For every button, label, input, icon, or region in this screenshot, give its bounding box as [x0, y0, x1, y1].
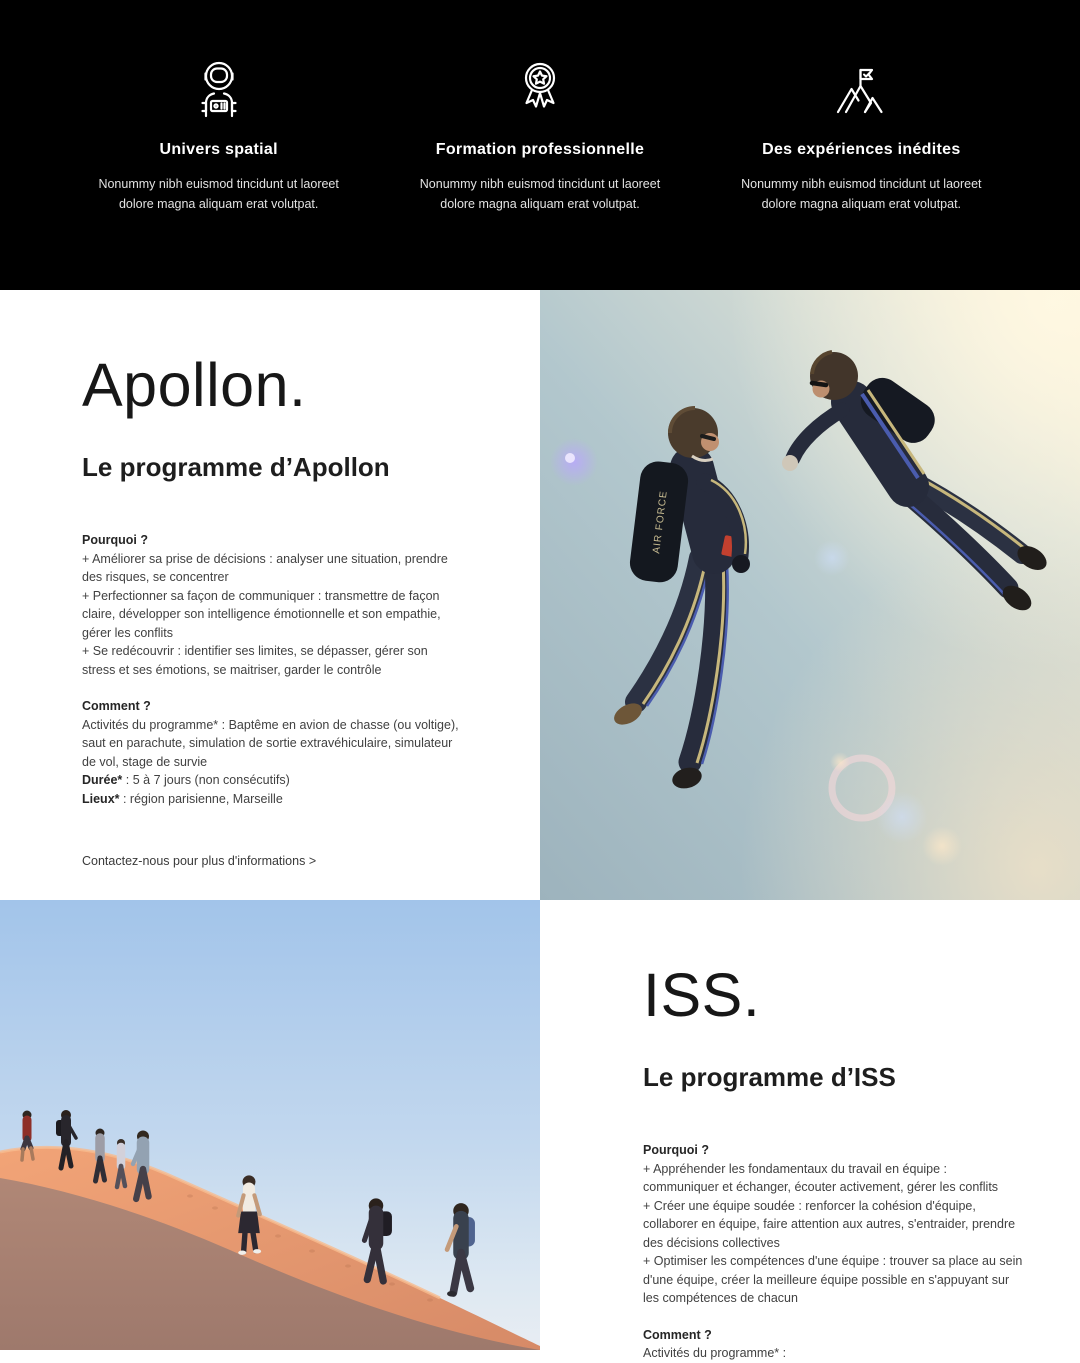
features-header [0, 0, 1080, 290]
feature-formation-professionnelle [379, 58, 700, 290]
how-heading: Comment ? [643, 1327, 712, 1342]
feature-univers-spatial [58, 58, 379, 290]
page-title-apollon: Apollon. [82, 351, 307, 419]
mountain-flag-icon [832, 58, 890, 118]
why-heading: Pourquoi ? [643, 1143, 709, 1157]
why-item: + Optimiser les compétences d'une équipe : trouver sa place au sein d'une équipe, créer la meilleure équipe possible en s'appuyant sur les compétences de chacun [643, 1254, 1023, 1305]
why-item: + Améliorer sa prise de décisions : analyser une situation, prendre des risques, se concentrer [82, 551, 448, 584]
feature-description: Nonummy nibh euismod tincidunt ut laoreet dolore magna aliquam erat volutpat. [419, 177, 661, 211]
activities-text-partial: Activités du programme* : [643, 1346, 787, 1360]
feature-description: Nonummy nibh euismod tincidunt ut laoreet dolore magna aliquam erat volutpat. [98, 177, 339, 211]
feature-title: Des expériences inédites [762, 141, 961, 158]
feature-description: Nonummy nibh euismod tincidunt ut laoreet dolore magna aliquam erat volutpat. [741, 177, 982, 211]
apollon-text-column [0, 290, 540, 900]
why-item: + Créer une équipe soudée : renforcer la cohésion d'équipe, collaborer en équipe, faire attention aux autres, s'entraider, prendre des décisions collectives [643, 1198, 1016, 1250]
location-line [82, 790, 464, 809]
dune-hikers-image [0, 900, 540, 1350]
feature-title: Formation professionnelle [435, 141, 645, 158]
contact-link[interactable]: Contactez-nous pour plus d'informations > [82, 854, 317, 868]
duration-label: Durée* [82, 773, 123, 787]
why-item: + Appréhender les fondamentaux du travail en équipe : communiquer et échanger, écouter activement, gérer les conflits [643, 1161, 999, 1194]
page-title-iss: ISS. [643, 961, 761, 1029]
astronaut-icon [190, 58, 248, 118]
location-label: Lieux* [82, 791, 120, 806]
air-force-label: AIR FORCE [651, 489, 670, 555]
apollon-copy [82, 531, 464, 808]
iss-text-column [540, 900, 1080, 1360]
apollon-subtitle: Le programme d’Apollon [82, 452, 390, 482]
how-heading: Comment ? [82, 699, 151, 713]
duration-value: : 5 à 7 jours (non consécutifs) [122, 773, 290, 787]
activities-text: Activités du programme* : Baptême en avion de chasse (ou voltige), saut en parachute, simulation de sortie extravéhiculaire, simulateur de vol, stage de survie [82, 717, 459, 769]
duration-line [82, 771, 464, 790]
iss-copy [643, 1141, 1024, 1363]
iss-subtitle: Le programme d’ISS [643, 1062, 896, 1092]
feature-title: Univers spatial [159, 141, 278, 158]
why-heading: Pourquoi ? [82, 533, 148, 547]
feature-experiences-inedites [701, 58, 1022, 290]
iss-section [0, 900, 1080, 1360]
skydivers-image [540, 290, 1080, 900]
why-item: + Se redécouvrir : identifier ses limites, se dépasser, gérer son stress et ses émotions, se maitriser, garder le contrôle [82, 644, 428, 677]
location-value: : région parisienne, Marseille [119, 791, 283, 806]
why-item: + Perfectionner sa façon de communiquer : transmettre de façon claire, développer son intelligence émotionnelle et son empathie, gérer les conflits [82, 588, 441, 640]
medal-icon [511, 58, 569, 118]
apollon-section [0, 290, 1080, 900]
